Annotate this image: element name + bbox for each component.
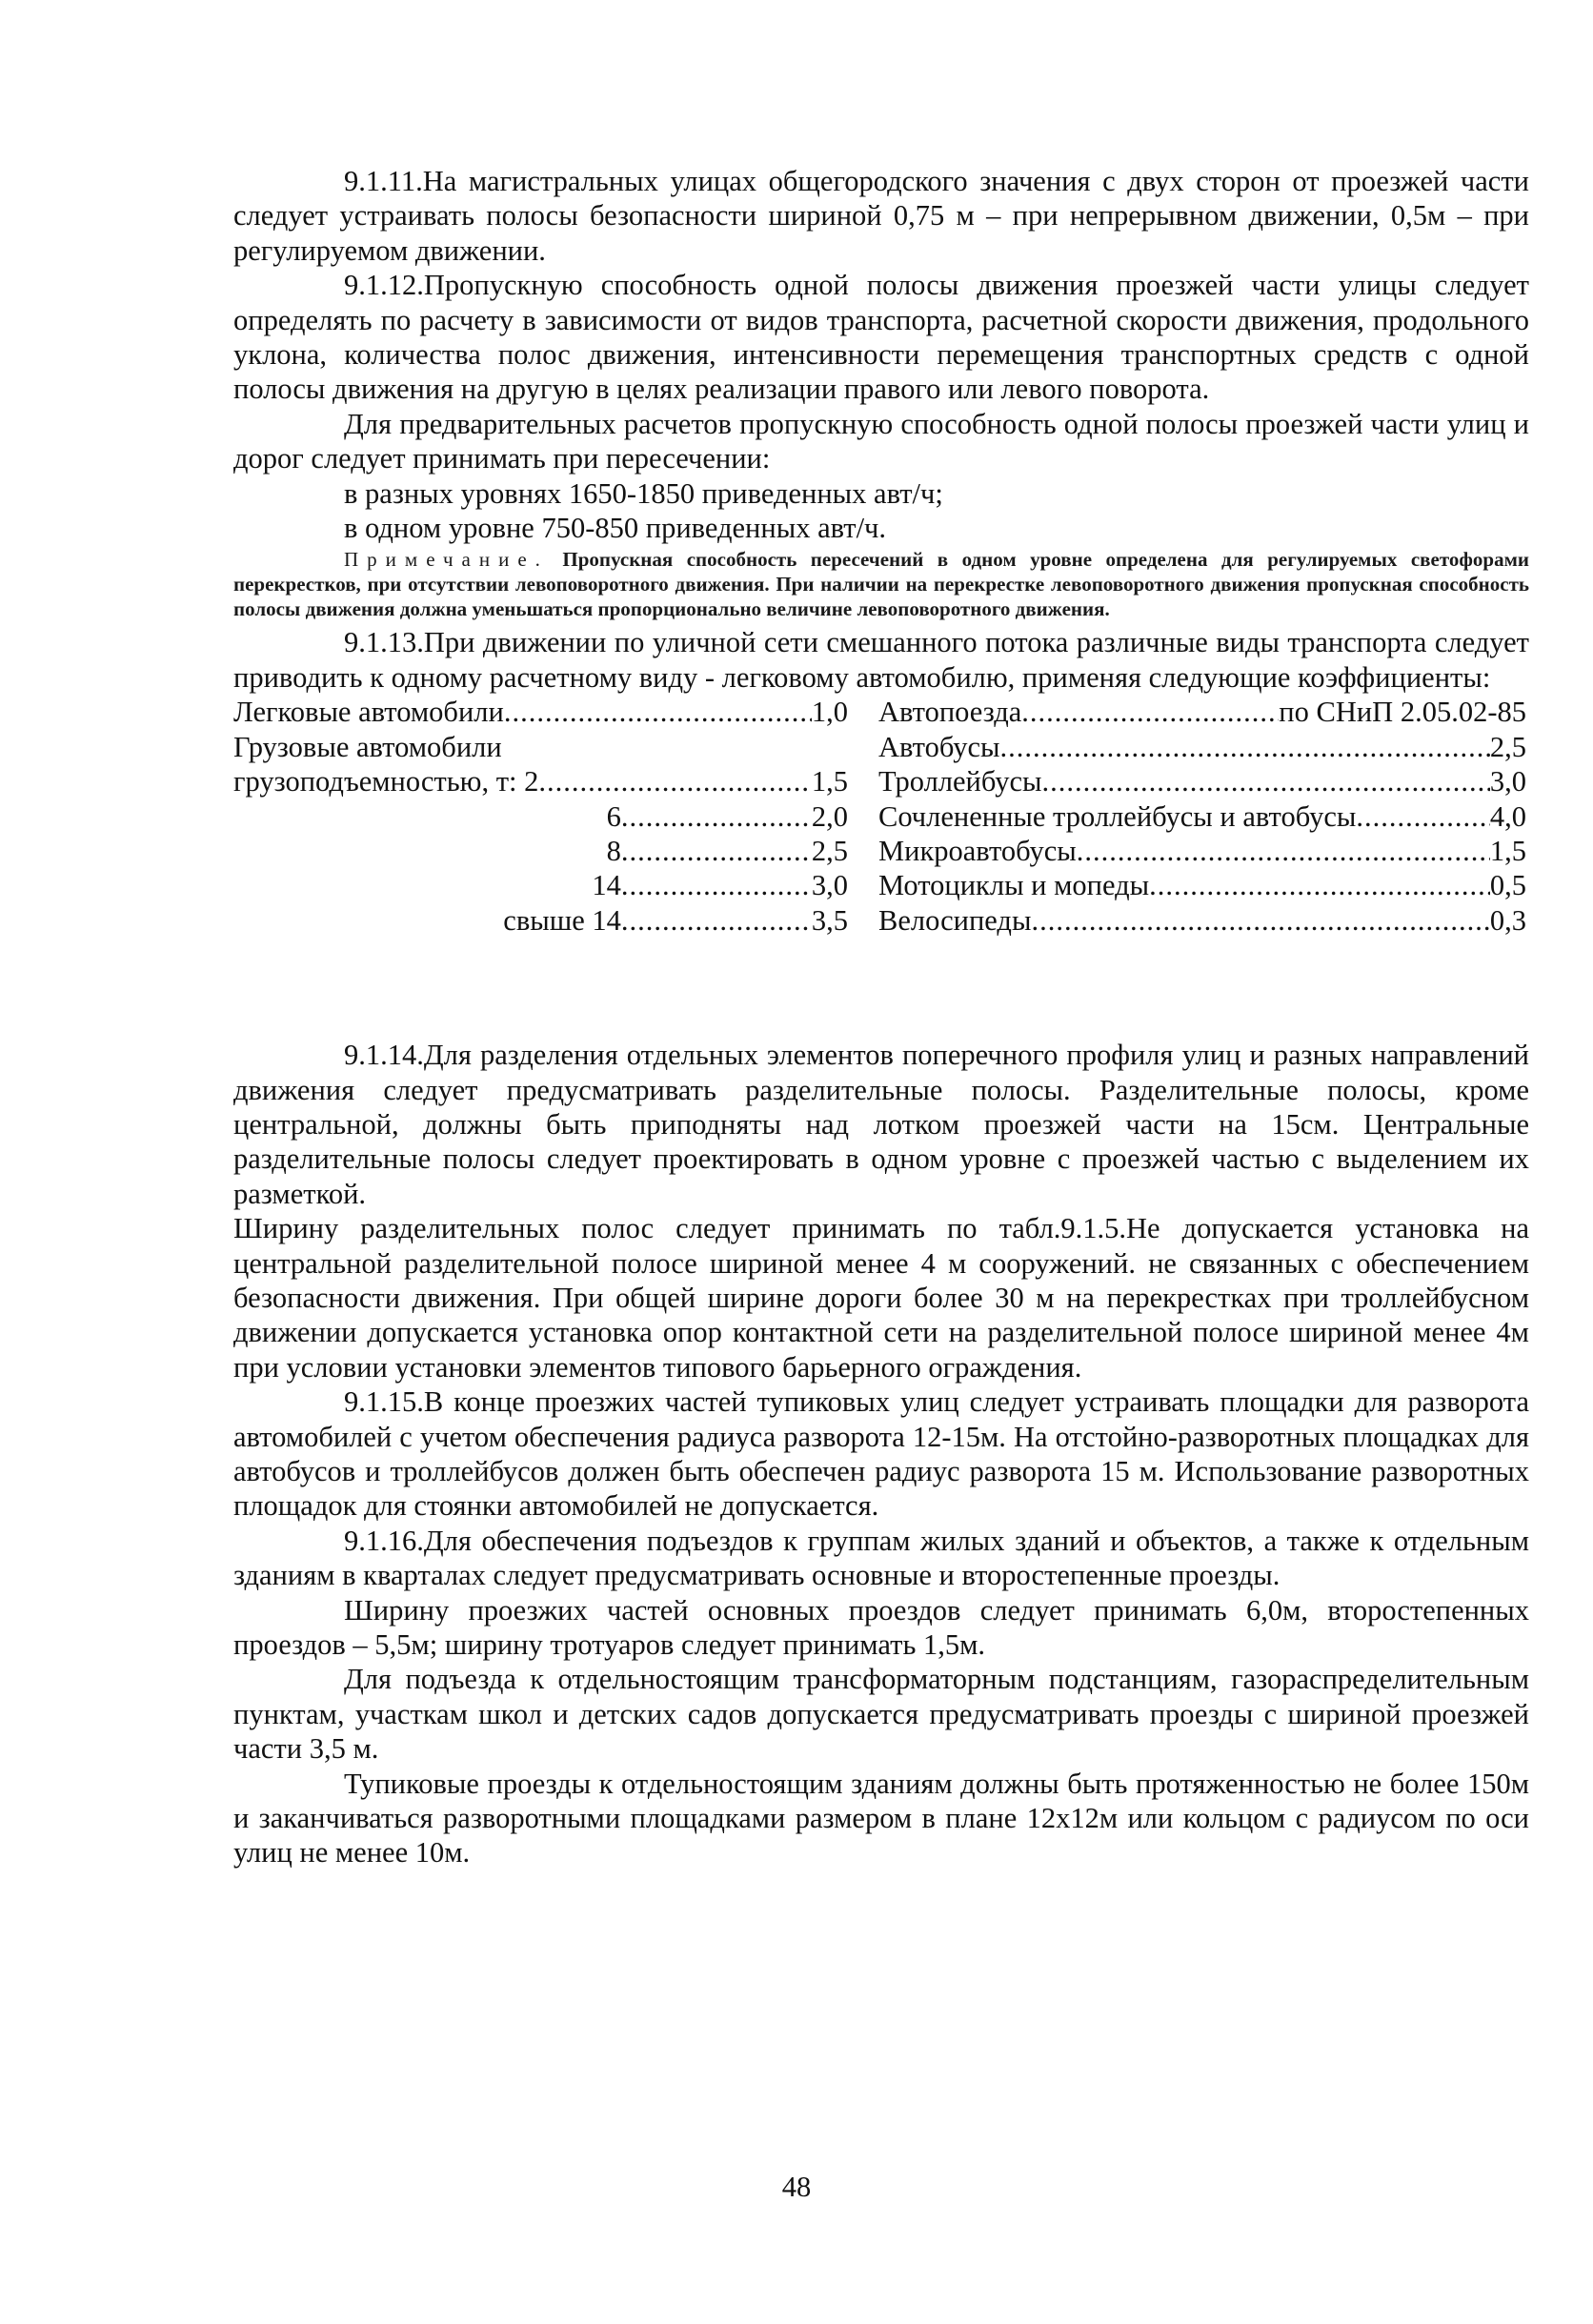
capacity-line-same-level: в одном уровне 750-850 приведенных авт/ч. xyxy=(344,512,887,545)
coefficients-table xyxy=(233,695,1529,938)
bottom-paragraph: Ширину проезжих частей основных проездов следует принимать 6,0м, второстепенных проездов – 5,5м; ширину тротуаров следует принимать 1,5м. xyxy=(233,1593,1529,1662)
bottom-paragraph: 9.1.15.В конце проезжих частей тупиковых улиц следует устраивать площадки для разворота автомобилей с учетом обеспечения радиуса разворота 12-15м. На отстойно-разворотных площадках для автобусов и троллейбусов должен быть обеспечен радиус разворота 15 м. Использование разворотных площадок для стоянки автомобилей не допускается. xyxy=(233,1385,1529,1523)
coefficient-value: 3,0 xyxy=(1489,765,1526,798)
dot-leader xyxy=(538,764,812,798)
coefficient-label: 14 xyxy=(592,869,621,902)
bottom-paragraph: Ширину разделительных полос следует принимать по табл.9.1.5.Не допускается установка на центральной разделительной полосе шириной менее 4 м сооружений. не связанных с обеспечением безопасности движения. При общей ширине дороги более 30 м на перекрестках при троллейбусном движении допускается установка опор контактной сети на разделительной полосе шириной менее 4м при условии установки элементов типового барьерного ограждения. xyxy=(233,1212,1529,1384)
right-coefficient-row xyxy=(878,834,1526,868)
coefficient-value: 3,5 xyxy=(811,903,848,937)
coefficient-value: 0,3 xyxy=(1489,903,1526,937)
coefficient-value: 4,0 xyxy=(1489,799,1526,833)
coefficient-label: свыше 14 xyxy=(503,903,621,937)
coefficient-value: по СНиП 2.05.02-85 xyxy=(1279,696,1526,729)
coefficient-label: Троллейбусы xyxy=(878,765,1042,798)
dot-leader xyxy=(1149,868,1490,902)
bottom-paragraph: 9.1.16.Для обеспечения подъездов к группам жилых зданий и объектов, а также к отдельным зданиям в кварталах следует предусматривать основные и второстепенные проезды. xyxy=(233,1524,1529,1592)
note-text: Пропускная способность пересечений в одном уровне определена для регулируемых светофорами перекрестков, при отсутствии левоповоротного движения. При наличии на перекрестке левоповоротного движения пропускная способность полосы движения должна уменьшаться пропорционально величине левоповоротного движения. xyxy=(233,548,1529,621)
note-block xyxy=(233,547,1529,621)
right-coefficient-row xyxy=(878,764,1526,798)
capacity-line-different-levels: в разных уровнях 1650-1850 приведенных авт/ч; xyxy=(344,476,943,510)
document-page xyxy=(233,164,1529,1870)
right-coefficient-row xyxy=(878,868,1526,902)
left-coefficient-row xyxy=(233,799,848,834)
dot-leader xyxy=(1077,834,1490,868)
dot-leader xyxy=(504,695,812,729)
coefficients-right-column xyxy=(878,695,1526,938)
coefficient-label: Велосипеды xyxy=(878,903,1032,937)
coefficient-value: 2,5 xyxy=(1489,730,1526,763)
left-coefficient-row xyxy=(233,903,848,938)
left-coefficient-row xyxy=(233,834,848,868)
coefficient-label: 6 xyxy=(606,799,621,833)
coefficient-label: Автобусы xyxy=(878,730,1000,763)
dot-leader xyxy=(1031,903,1489,938)
left-coefficient-row xyxy=(233,868,848,902)
coefficient-label: Сочлененные троллейбусы и автобусы xyxy=(878,799,1357,833)
coefficient-value: 2,5 xyxy=(811,834,848,867)
page-number: 48 xyxy=(781,2171,812,2203)
paragraph-9-1-13: 9.1.13.При движении по уличной сети смешанного потока различные виды транспорта следует приводить к одному расчетному виду - легковому автомобилю, применяя следующие коэффициенты: xyxy=(233,626,1529,694)
coefficient-value: 2,0 xyxy=(811,799,848,833)
right-coefficient-row xyxy=(878,799,1526,834)
dot-leader xyxy=(1021,695,1279,729)
coefficient-label: Мотоциклы и мопеды xyxy=(878,869,1150,902)
dot-leader xyxy=(1356,799,1490,834)
dot-leader xyxy=(621,799,812,834)
coefficient-label: 8 xyxy=(606,834,621,867)
dot-leader xyxy=(621,834,812,868)
coefficient-label: грузоподъемностью, т: 2 xyxy=(233,765,539,798)
dot-leader xyxy=(621,868,812,902)
dot-leader xyxy=(621,903,812,938)
bottom-paragraphs xyxy=(233,1038,1529,1870)
left-coefficient-row xyxy=(233,730,848,764)
coefficient-label: Легковые автомобили xyxy=(233,696,504,729)
right-coefficient-row xyxy=(878,730,1526,764)
right-coefficient-row xyxy=(878,903,1526,938)
paragraph-9-1-11: 9.1.11.На магистральных улицах общегородского значения с двух сторон от проезжей части следует устраивать полосы безопасности шириной 0,75 м – при непрерывном движении, 0,5м – при регулируемом движении. xyxy=(233,165,1529,267)
bottom-paragraph: Тупиковые проезды к отдельностоящим зданиям должны быть протяженностью не более 150м и заканчиваться разворотными площадками размером в плане 12х12м или кольцом с радиусом по оси улиц не менее 10м. xyxy=(233,1767,1529,1869)
coefficient-label: Автопоезда xyxy=(878,696,1022,729)
bottom-paragraph: 9.1.14.Для разделения отдельных элементов поперечного профиля улиц и разных направлений движения следует предусматривать разделительные полосы. Разделительные полосы, кроме центральной, должны быть приподняты над лотком проезжей части на 15см. Центральные разделительные полосы следует проектировать в одном уровне с проезжей частью с выделением их разметкой. xyxy=(233,1039,1529,1210)
dot-leader xyxy=(1042,764,1490,798)
coefficient-value: 1,5 xyxy=(811,765,848,798)
coefficients-left-column xyxy=(233,695,848,938)
bottom-paragraph: Для подъезда к отдельностоящим трансформаторным подстанциям, газораспределительным пунктам, участкам школ и детских садов допускается предусматривать проезды с шириной проезжей части 3,5 м. xyxy=(233,1663,1529,1766)
coefficient-value: 1,0 xyxy=(811,696,848,729)
coefficient-value: 0,5 xyxy=(1489,869,1526,902)
dot-leader xyxy=(999,730,1489,764)
coefficient-label: Микроавтобусы xyxy=(878,834,1077,867)
note-label: Примечание. xyxy=(344,548,549,572)
coefficient-value: 1,5 xyxy=(1489,834,1526,867)
left-coefficient-row xyxy=(233,695,848,729)
right-coefficient-row xyxy=(878,695,1526,729)
coefficient-label: Грузовые автомобили xyxy=(233,730,502,763)
left-coefficient-row xyxy=(233,764,848,798)
paragraph-preliminary-calc: Для предварительных расчетов пропускную способность одной полосы проезжей части улиц и дорог следует принимать при пересечении: xyxy=(233,407,1529,475)
coefficient-value: 3,0 xyxy=(811,869,848,902)
section-gap xyxy=(233,938,1529,1038)
paragraph-9-1-12: 9.1.12.Пропускную способность одной полосы движения проезжей части улицы следует определять по расчету в зависимости от видов транспорта, расчетной скорости движения, продольного уклона, количества полос движения, интенсивности перемещения транспортных средств с одной полосы движения на другую в целях реализации правого или левого поворота. xyxy=(233,269,1529,406)
